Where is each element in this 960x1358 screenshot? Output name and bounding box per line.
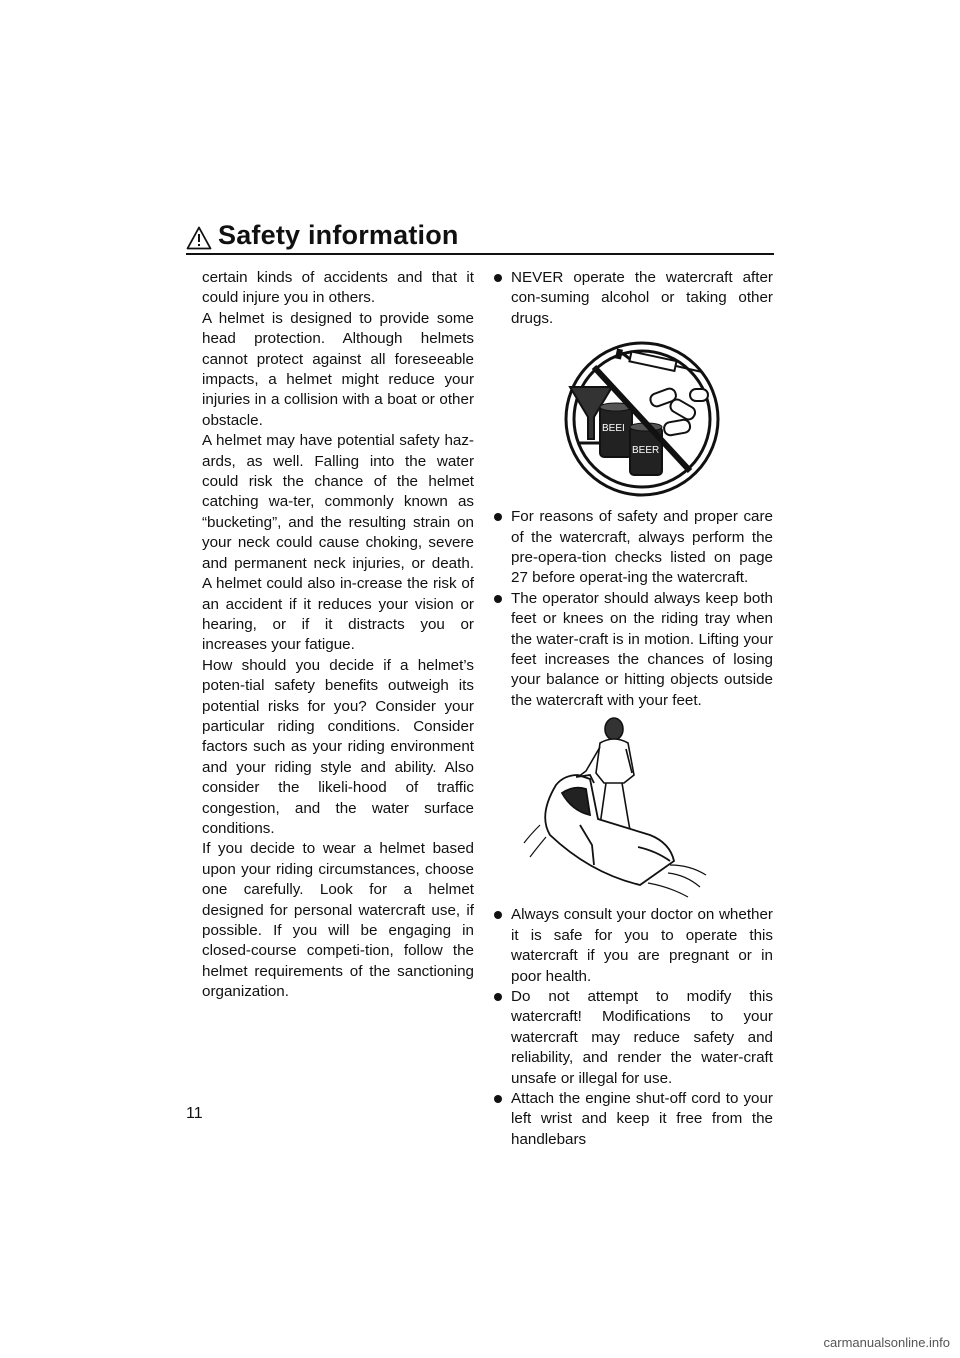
paragraph: If you decide to wear a helmet based upon your riding circumstances, choose one carefully. Look for a helmet designed for personal watercraft use, if possible. If you will be engaging in closed-course competi-tion, follow the helmet requirements of the sanctioning organization. bbox=[202, 840, 474, 1001]
bullet-item: Attach the engine shut-off cord to your left wrist and keep it free from the handlebars bbox=[494, 1089, 773, 1150]
no-alcohol-drugs-icon bbox=[542, 339, 742, 499]
bullet-item: Do not attempt to modify this watercraft! Modifications to your watercraft may reduce safety and reliability, and render the water-craft unsafe or illegal for use. bbox=[494, 987, 773, 1089]
bullet-dot-icon bbox=[494, 513, 502, 521]
warning-triangle-icon bbox=[186, 226, 212, 250]
right-column bbox=[494, 268, 773, 1150]
page-header bbox=[186, 222, 774, 258]
bullet-dot-icon bbox=[494, 911, 502, 919]
watermark: carmanualsonline.info bbox=[823, 1335, 950, 1350]
page-number: 11 bbox=[186, 1105, 203, 1122]
paragraph: A helmet is designed to provide some head protection. Although helmets cannot protect against all foreseeable impacts, a helmet might reduce your injuries in a collision with a boat or other obstacle. bbox=[202, 309, 474, 429]
bullet-item: NEVER operate the watercraft after con-suming alcohol or taking other drugs. bbox=[494, 268, 773, 329]
bullet-dot-icon bbox=[494, 993, 502, 1001]
bullet-dot-icon bbox=[494, 595, 502, 603]
watercraft-rider-icon bbox=[520, 715, 710, 899]
svg-text:BEER: BEER bbox=[632, 445, 660, 457]
bullet-item: For reasons of safety and proper care of the watercraft, always perform the pre-opera-tion checks listed on page 27 before operat-ing the watercraft. bbox=[494, 507, 773, 589]
page-title: Safety information bbox=[218, 220, 459, 250]
left-column bbox=[202, 268, 474, 1003]
header-rule bbox=[186, 253, 774, 255]
bullet-item: The operator should always keep both feet or knees on the riding tray when the water-craft is in motion. Lifting your feet increases the chances of losing your balance or hitting objects outside the watercraft with your feet. bbox=[494, 589, 773, 711]
beer-can-icon bbox=[600, 403, 632, 457]
paragraph: A helmet may have potential safety haz-ards, as well. Falling into the water could risk the chance of the helmet catching wa-ter, commonly known as “bucketing”, and the resulting strain on your neck could cause choking, severe and permanent neck injuries, or death. A helmet could also in-crease the risk of an accident if it reduces your vision or hearing, or if it distracts you or increases your fatigue. bbox=[202, 432, 474, 654]
bullet-item: Always consult your doctor on whether it is safe for you to operate this watercraft if you are pregnant or in poor health. bbox=[494, 905, 773, 987]
bullet-dot-icon bbox=[494, 1095, 502, 1103]
bullet-dot-icon bbox=[494, 274, 502, 282]
beer-can-icon bbox=[630, 423, 662, 475]
paragraph: How should you decide if a helmet’s poten-tial safety benefits outweigh its potential risks for you? Consider your particular riding conditions. Consider factors such as your riding environment and your riding style and ability. Also consider the likeli-hood of traffic congestion, and the water surface conditions. bbox=[202, 656, 474, 837]
svg-text:BEEI: BEEI bbox=[602, 423, 625, 435]
paragraph: certain kinds of accidents and that it could injure you in others. bbox=[202, 269, 474, 307]
